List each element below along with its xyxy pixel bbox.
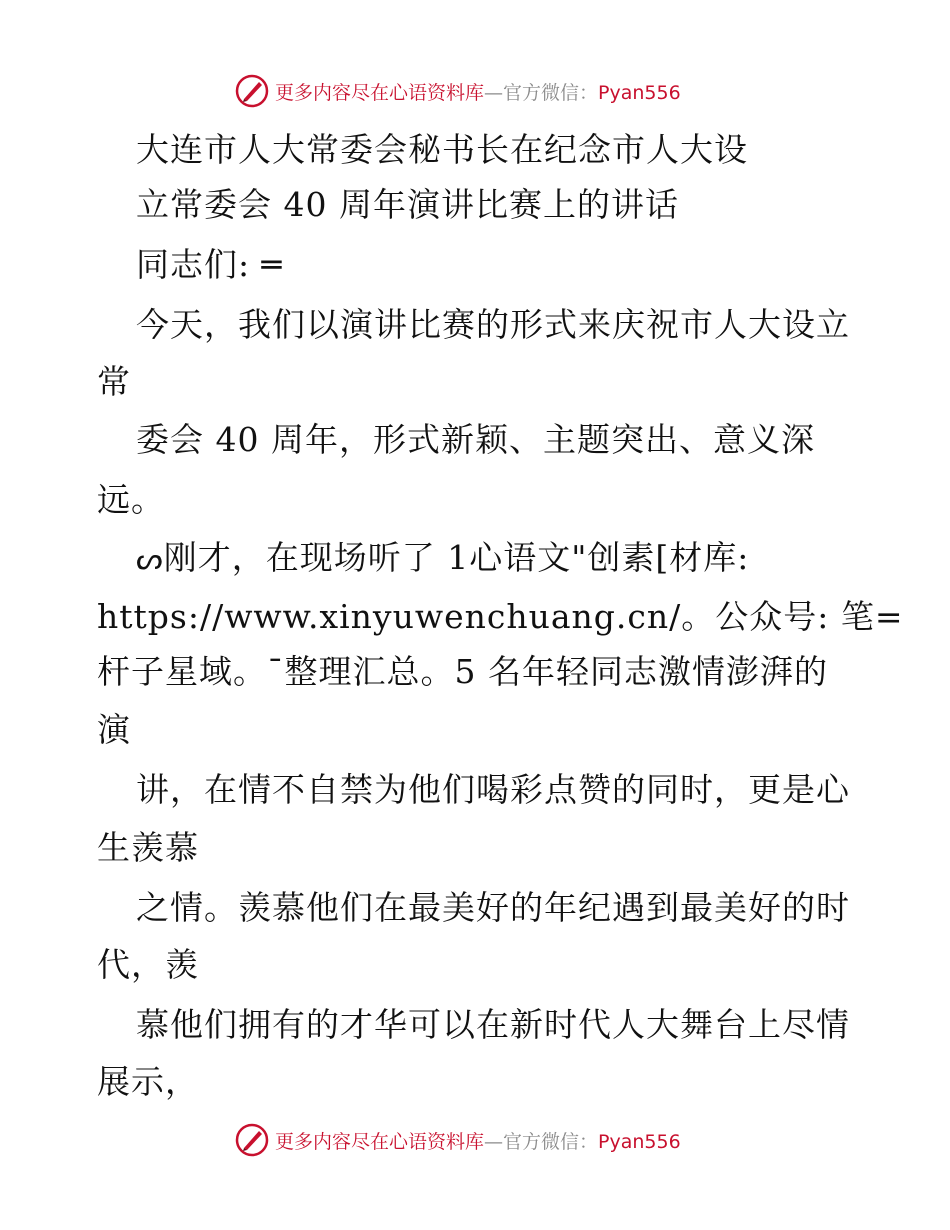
footer-banner <box>235 1122 681 1158</box>
wechat-label: 官方微信： <box>503 81 599 104</box>
header-banner <box>235 73 681 109</box>
paragraph-line: 展示， <box>97 1062 199 1101</box>
paragraph-line: https://www.xinyuwenchuang.cn/。公众号: 笔= <box>97 597 904 636</box>
paragraph-line: 生羡慕 <box>97 828 199 867</box>
paragraph-line: 杆子星域。¯整理汇总。5 名年轻同志激情澎湃的 <box>97 652 828 691</box>
wechat-id: Pyan556 <box>598 81 681 104</box>
paragraph-line: 常 <box>97 362 131 401</box>
paragraph-line: 今天，我们以演讲比赛的形式来庆祝市人大设立 <box>136 305 850 344</box>
pen-logo-icon <box>235 1123 269 1157</box>
banner-title: 更多内容尽在心语资料库 <box>275 1130 485 1153</box>
paragraph-line: 代，羡 <box>97 945 199 984</box>
salutation: 同志们: ═ <box>136 245 283 284</box>
wechat-label: 官方微信： <box>503 1130 599 1153</box>
pen-logo-icon <box>235 74 269 108</box>
banner-text <box>275 78 681 105</box>
banner-title: 更多内容尽在心语资料库 <box>275 81 485 104</box>
banner-separator: — <box>484 1130 504 1153</box>
curl-glyph-icon: ᔕ <box>136 542 164 577</box>
paragraph-line: 委会 40 周年，形式新颖、主题突出、意义深 <box>136 420 815 459</box>
banner-text <box>275 1127 681 1154</box>
paragraph-line: 慕他们拥有的才华可以在新时代人大舞台上尽情 <box>136 1005 850 1044</box>
paragraph-line: 讲，在情不自禁为他们喝彩点赞的同时，更是心 <box>136 770 850 809</box>
paragraph-line: 之情。羡慕他们在最美好的年纪遇到最美好的时 <box>136 888 850 927</box>
paragraph-line: 远。 <box>97 480 165 519</box>
wechat-id: Pyan556 <box>598 1130 681 1153</box>
banner-separator: — <box>484 81 504 104</box>
title-line-1: 大连市人大常委会秘书长在纪念市人大设 <box>136 130 748 169</box>
title-line-2: 立常委会 40 周年演讲比赛上的讲话 <box>136 185 679 224</box>
paragraph-line: ᔕ刚才，在现场听了 1心语文"创素[材库: <box>136 538 750 577</box>
paragraph-line: 演 <box>97 710 131 749</box>
